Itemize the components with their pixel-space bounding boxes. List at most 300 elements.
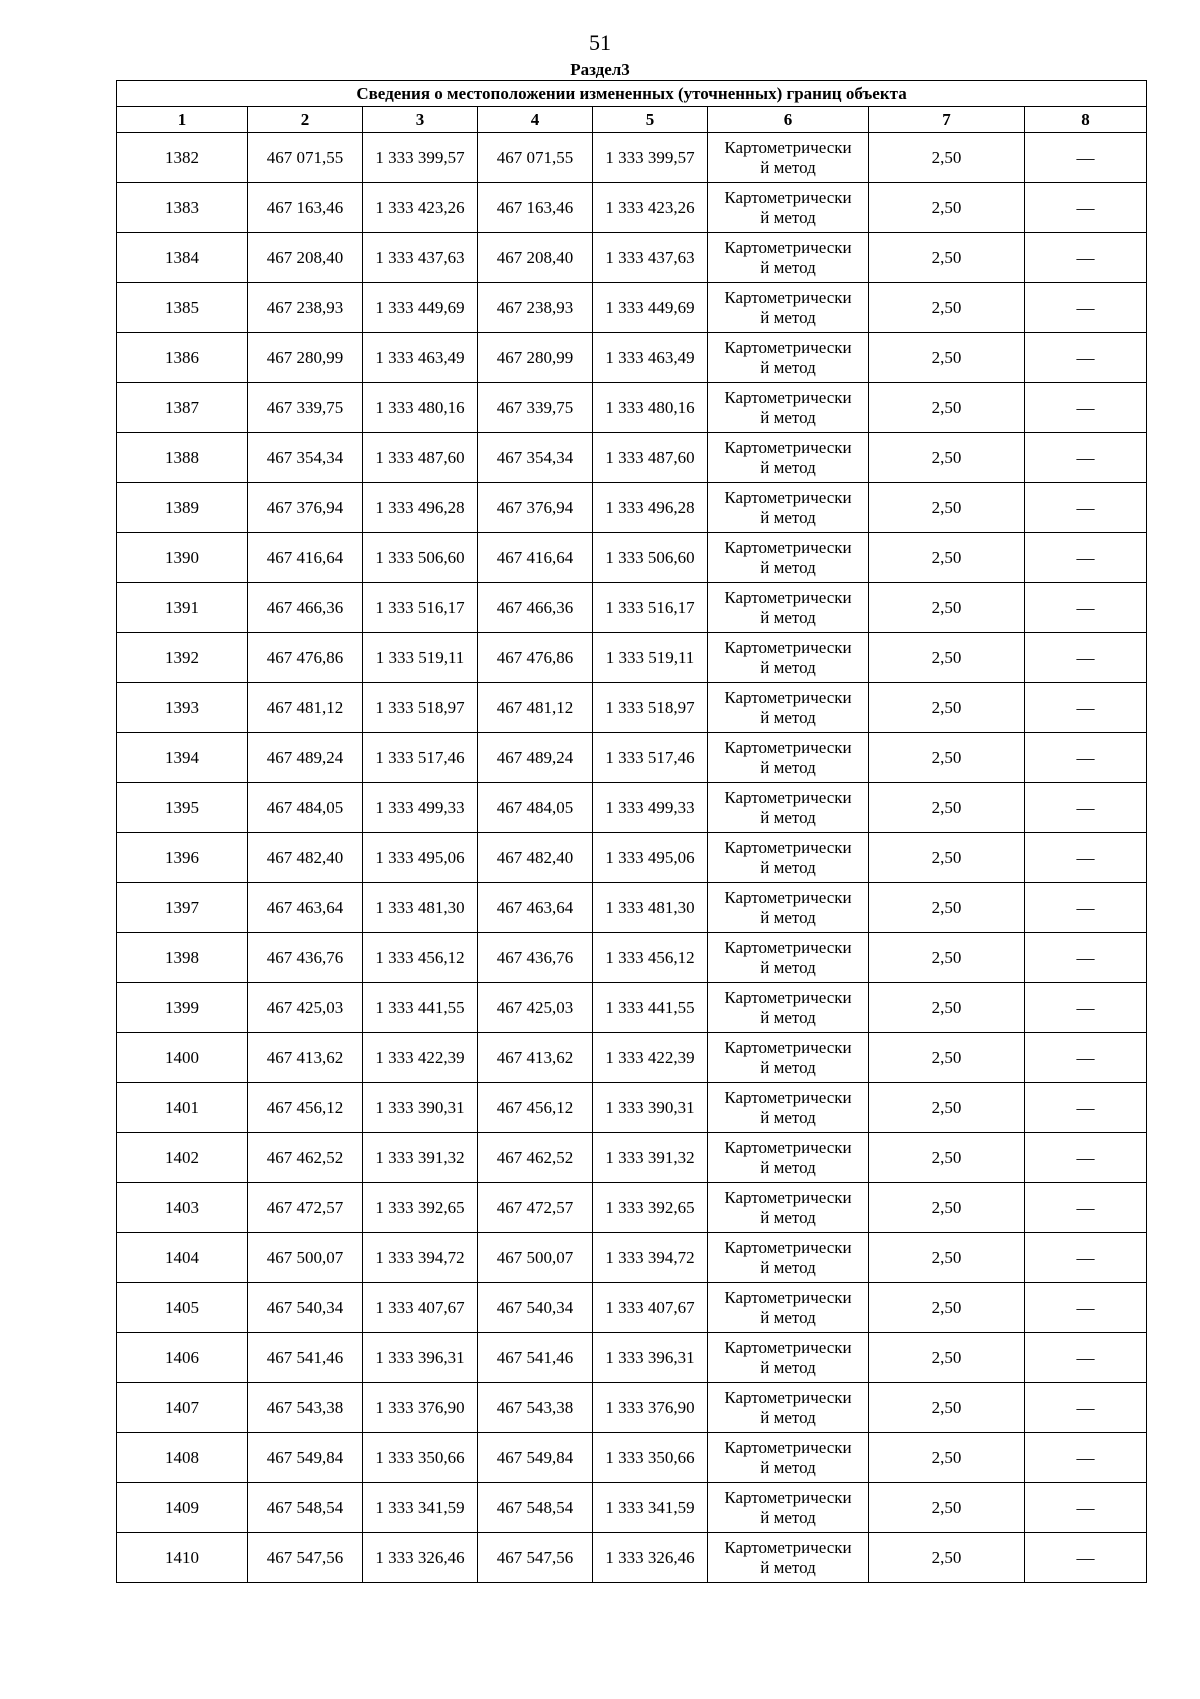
x-coordinate-existing-cell: 467 208,40 bbox=[248, 233, 363, 283]
accuracy-cell: 2,50 bbox=[869, 533, 1025, 583]
y-coordinate-refined-cell: 1 333 449,69 bbox=[593, 283, 708, 333]
x-coordinate-existing-cell: 467 481,12 bbox=[248, 683, 363, 733]
x-coordinate-refined-cell: 467 548,54 bbox=[478, 1483, 593, 1533]
y-coordinate-refined-cell: 1 333 480,16 bbox=[593, 383, 708, 433]
method-cell bbox=[708, 883, 869, 933]
method-line: й метод bbox=[760, 1307, 816, 1327]
point-number-cell: 1410 bbox=[117, 1533, 248, 1583]
point-number-cell: 1404 bbox=[117, 1233, 248, 1283]
accuracy-cell: 2,50 bbox=[869, 1133, 1025, 1183]
y-coordinate-refined-cell: 1 333 463,49 bbox=[593, 333, 708, 383]
accuracy-cell: 2,50 bbox=[869, 1233, 1025, 1283]
method-line: Картометрически bbox=[724, 537, 852, 557]
point-description-cell: — bbox=[1025, 1333, 1147, 1383]
method-cell bbox=[708, 1183, 869, 1233]
point-description-cell: — bbox=[1025, 933, 1147, 983]
accuracy-cell: 2,50 bbox=[869, 1533, 1025, 1583]
x-coordinate-existing-cell: 467 543,38 bbox=[248, 1383, 363, 1433]
x-coordinate-existing-cell: 467 466,36 bbox=[248, 583, 363, 633]
x-coordinate-existing-cell: 467 238,93 bbox=[248, 283, 363, 333]
y-coordinate-refined-cell: 1 333 407,67 bbox=[593, 1283, 708, 1333]
x-coordinate-refined-cell: 467 462,52 bbox=[478, 1133, 593, 1183]
x-coordinate-refined-cell: 467 425,03 bbox=[478, 983, 593, 1033]
y-coordinate-existing-cell: 1 333 399,57 bbox=[363, 133, 478, 183]
y-coordinate-refined-cell: 1 333 456,12 bbox=[593, 933, 708, 983]
method-cell bbox=[708, 633, 869, 683]
method-cell bbox=[708, 1083, 869, 1133]
point-description-cell: — bbox=[1025, 1283, 1147, 1333]
x-coordinate-existing-cell: 467 416,64 bbox=[248, 533, 363, 583]
y-coordinate-existing-cell: 1 333 392,65 bbox=[363, 1183, 478, 1233]
x-coordinate-existing-cell: 467 354,34 bbox=[248, 433, 363, 483]
y-coordinate-refined-cell: 1 333 399,57 bbox=[593, 133, 708, 183]
y-coordinate-refined-cell: 1 333 516,17 bbox=[593, 583, 708, 633]
x-coordinate-refined-cell: 467 436,76 bbox=[478, 933, 593, 983]
y-coordinate-refined-cell: 1 333 517,46 bbox=[593, 733, 708, 783]
method-line: й метод bbox=[760, 407, 816, 427]
x-coordinate-existing-cell: 467 500,07 bbox=[248, 1233, 363, 1283]
method-line: й метод bbox=[760, 457, 816, 477]
method-line: й метод bbox=[760, 507, 816, 527]
method-line: Картометрически bbox=[724, 587, 852, 607]
point-number-cell: 1400 bbox=[117, 1033, 248, 1083]
accuracy-cell: 2,50 bbox=[869, 583, 1025, 633]
method-cell bbox=[708, 1383, 869, 1433]
method-line: Картометрически bbox=[724, 837, 852, 857]
method-line: Картометрически bbox=[724, 1037, 852, 1057]
method-line: й метод bbox=[760, 1357, 816, 1377]
column-header: 8 bbox=[1025, 107, 1147, 133]
table-row bbox=[117, 183, 1147, 233]
x-coordinate-refined-cell: 467 071,55 bbox=[478, 133, 593, 183]
y-coordinate-existing-cell: 1 333 341,59 bbox=[363, 1483, 478, 1533]
y-coordinate-refined-cell: 1 333 496,28 bbox=[593, 483, 708, 533]
accuracy-cell: 2,50 bbox=[869, 483, 1025, 533]
method-line: й метод bbox=[760, 857, 816, 877]
y-coordinate-refined-cell: 1 333 506,60 bbox=[593, 533, 708, 583]
table-title: Сведения о местоположении измененных (уточненных) границ объекта bbox=[117, 81, 1147, 107]
y-coordinate-existing-cell: 1 333 499,33 bbox=[363, 783, 478, 833]
method-cell bbox=[708, 733, 869, 783]
point-description-cell: — bbox=[1025, 683, 1147, 733]
y-coordinate-existing-cell: 1 333 496,28 bbox=[363, 483, 478, 533]
method-line: Картометрически bbox=[724, 1537, 852, 1557]
point-number-cell: 1384 bbox=[117, 233, 248, 283]
accuracy-cell: 2,50 bbox=[869, 1383, 1025, 1433]
method-line: Картометрически bbox=[724, 737, 852, 757]
accuracy-cell: 2,50 bbox=[869, 133, 1025, 183]
point-description-cell: — bbox=[1025, 133, 1147, 183]
point-description-cell: — bbox=[1025, 1433, 1147, 1483]
point-description-cell: — bbox=[1025, 1133, 1147, 1183]
y-coordinate-existing-cell: 1 333 463,49 bbox=[363, 333, 478, 383]
x-coordinate-existing-cell: 467 547,56 bbox=[248, 1533, 363, 1583]
point-number-cell: 1401 bbox=[117, 1083, 248, 1133]
method-line: Картометрически bbox=[724, 437, 852, 457]
method-line: й метод bbox=[760, 657, 816, 677]
x-coordinate-existing-cell: 467 456,12 bbox=[248, 1083, 363, 1133]
x-coordinate-existing-cell: 467 339,75 bbox=[248, 383, 363, 433]
x-coordinate-existing-cell: 467 540,34 bbox=[248, 1283, 363, 1333]
method-line: Картометрически bbox=[724, 487, 852, 507]
point-number-cell: 1403 bbox=[117, 1183, 248, 1233]
point-number-cell: 1388 bbox=[117, 433, 248, 483]
point-number-cell: 1395 bbox=[117, 783, 248, 833]
accuracy-cell: 2,50 bbox=[869, 1033, 1025, 1083]
accuracy-cell: 2,50 bbox=[869, 883, 1025, 933]
point-description-cell: — bbox=[1025, 1533, 1147, 1583]
table-row bbox=[117, 783, 1147, 833]
point-description-cell: — bbox=[1025, 633, 1147, 683]
point-description-cell: — bbox=[1025, 883, 1147, 933]
point-number-cell: 1393 bbox=[117, 683, 248, 733]
table-row bbox=[117, 1433, 1147, 1483]
x-coordinate-existing-cell: 467 476,86 bbox=[248, 633, 363, 683]
method-cell bbox=[708, 1333, 869, 1383]
method-cell bbox=[708, 183, 869, 233]
method-cell bbox=[708, 533, 869, 583]
method-line: Картометрически bbox=[724, 1437, 852, 1457]
point-description-cell: — bbox=[1025, 383, 1147, 433]
point-number-cell: 1385 bbox=[117, 283, 248, 333]
point-number-cell: 1399 bbox=[117, 983, 248, 1033]
x-coordinate-existing-cell: 467 472,57 bbox=[248, 1183, 363, 1233]
y-coordinate-refined-cell: 1 333 481,30 bbox=[593, 883, 708, 933]
accuracy-cell: 2,50 bbox=[869, 1083, 1025, 1133]
method-line: Картометрически bbox=[724, 987, 852, 1007]
method-line: Картометрически bbox=[724, 1187, 852, 1207]
method-line: й метод bbox=[760, 307, 816, 327]
point-description-cell: — bbox=[1025, 783, 1147, 833]
accuracy-cell: 2,50 bbox=[869, 1283, 1025, 1333]
x-coordinate-refined-cell: 467 163,46 bbox=[478, 183, 593, 233]
x-coordinate-refined-cell: 467 238,93 bbox=[478, 283, 593, 333]
accuracy-cell: 2,50 bbox=[869, 933, 1025, 983]
y-coordinate-refined-cell: 1 333 495,06 bbox=[593, 833, 708, 883]
y-coordinate-refined-cell: 1 333 376,90 bbox=[593, 1383, 708, 1433]
x-coordinate-existing-cell: 467 436,76 bbox=[248, 933, 363, 983]
method-cell bbox=[708, 783, 869, 833]
method-line: Картометрически bbox=[724, 887, 852, 907]
point-description-cell: — bbox=[1025, 233, 1147, 283]
method-line: й метод bbox=[760, 807, 816, 827]
point-description-cell: — bbox=[1025, 1183, 1147, 1233]
point-number-cell: 1387 bbox=[117, 383, 248, 433]
method-line: Картометрически bbox=[724, 637, 852, 657]
table-row bbox=[117, 333, 1147, 383]
method-cell bbox=[708, 1483, 869, 1533]
table-row bbox=[117, 1033, 1147, 1083]
method-cell bbox=[708, 383, 869, 433]
point-number-cell: 1409 bbox=[117, 1483, 248, 1533]
method-line: й метод bbox=[760, 557, 816, 577]
point-number-cell: 1396 bbox=[117, 833, 248, 883]
point-description-cell: — bbox=[1025, 183, 1147, 233]
y-coordinate-refined-cell: 1 333 391,32 bbox=[593, 1133, 708, 1183]
table-row bbox=[117, 683, 1147, 733]
x-coordinate-refined-cell: 467 541,46 bbox=[478, 1333, 593, 1383]
x-coordinate-existing-cell: 467 489,24 bbox=[248, 733, 363, 783]
y-coordinate-existing-cell: 1 333 495,06 bbox=[363, 833, 478, 883]
point-description-cell: — bbox=[1025, 1383, 1147, 1433]
y-coordinate-existing-cell: 1 333 517,46 bbox=[363, 733, 478, 783]
method-line: Картометрически bbox=[724, 1287, 852, 1307]
x-coordinate-refined-cell: 467 463,64 bbox=[478, 883, 593, 933]
method-line: й метод bbox=[760, 1057, 816, 1077]
accuracy-cell: 2,50 bbox=[869, 733, 1025, 783]
y-coordinate-existing-cell: 1 333 480,16 bbox=[363, 383, 478, 433]
x-coordinate-refined-cell: 467 484,05 bbox=[478, 783, 593, 833]
method-line: Картометрически bbox=[724, 1087, 852, 1107]
method-line: Картометрически bbox=[724, 237, 852, 257]
x-coordinate-refined-cell: 467 208,40 bbox=[478, 233, 593, 283]
accuracy-cell: 2,50 bbox=[869, 833, 1025, 883]
y-coordinate-existing-cell: 1 333 422,39 bbox=[363, 1033, 478, 1083]
x-coordinate-existing-cell: 467 484,05 bbox=[248, 783, 363, 833]
x-coordinate-existing-cell: 467 548,54 bbox=[248, 1483, 363, 1533]
x-coordinate-refined-cell: 467 472,57 bbox=[478, 1183, 593, 1233]
point-number-cell: 1398 bbox=[117, 933, 248, 983]
table-row bbox=[117, 283, 1147, 333]
y-coordinate-refined-cell: 1 333 437,63 bbox=[593, 233, 708, 283]
method-cell bbox=[708, 233, 869, 283]
point-description-cell: — bbox=[1025, 283, 1147, 333]
x-coordinate-refined-cell: 467 476,86 bbox=[478, 633, 593, 683]
x-coordinate-refined-cell: 467 549,84 bbox=[478, 1433, 593, 1483]
point-number-cell: 1391 bbox=[117, 583, 248, 633]
point-number-cell: 1386 bbox=[117, 333, 248, 383]
coordinates-table bbox=[116, 80, 1147, 1583]
table-row bbox=[117, 1283, 1147, 1333]
accuracy-cell: 2,50 bbox=[869, 183, 1025, 233]
point-description-cell: — bbox=[1025, 1083, 1147, 1133]
y-coordinate-existing-cell: 1 333 487,60 bbox=[363, 433, 478, 483]
x-coordinate-refined-cell: 467 413,62 bbox=[478, 1033, 593, 1083]
accuracy-cell: 2,50 bbox=[869, 1483, 1025, 1533]
y-coordinate-refined-cell: 1 333 499,33 bbox=[593, 783, 708, 833]
table-row bbox=[117, 1383, 1147, 1433]
y-coordinate-refined-cell: 1 333 441,55 bbox=[593, 983, 708, 1033]
method-cell bbox=[708, 933, 869, 983]
point-number-cell: 1407 bbox=[117, 1383, 248, 1433]
table-row bbox=[117, 1083, 1147, 1133]
y-coordinate-refined-cell: 1 333 326,46 bbox=[593, 1533, 708, 1583]
method-line: й метод bbox=[760, 1407, 816, 1427]
table-row bbox=[117, 883, 1147, 933]
method-line: й метод bbox=[760, 1457, 816, 1477]
method-cell bbox=[708, 583, 869, 633]
table-row bbox=[117, 933, 1147, 983]
y-coordinate-existing-cell: 1 333 449,69 bbox=[363, 283, 478, 333]
method-cell bbox=[708, 1283, 869, 1333]
table-row bbox=[117, 1483, 1147, 1533]
table-row bbox=[117, 233, 1147, 283]
point-description-cell: — bbox=[1025, 1233, 1147, 1283]
page-number: 51 bbox=[589, 30, 611, 55]
method-line: Картометрически bbox=[724, 187, 852, 207]
method-line: Картометрически bbox=[724, 1487, 852, 1507]
method-line: й метод bbox=[760, 1157, 816, 1177]
method-line: Картометрически bbox=[724, 1337, 852, 1357]
method-line: й метод bbox=[760, 707, 816, 727]
point-number-cell: 1402 bbox=[117, 1133, 248, 1183]
y-coordinate-refined-cell: 1 333 487,60 bbox=[593, 433, 708, 483]
table-row bbox=[117, 483, 1147, 533]
method-cell bbox=[708, 133, 869, 183]
y-coordinate-existing-cell: 1 333 437,63 bbox=[363, 233, 478, 283]
point-number-cell: 1389 bbox=[117, 483, 248, 533]
column-header: 3 bbox=[363, 107, 478, 133]
y-coordinate-refined-cell: 1 333 341,59 bbox=[593, 1483, 708, 1533]
method-line: Картометрически bbox=[724, 387, 852, 407]
point-description-cell: — bbox=[1025, 533, 1147, 583]
point-description-cell: — bbox=[1025, 1483, 1147, 1533]
x-coordinate-refined-cell: 467 540,34 bbox=[478, 1283, 593, 1333]
x-coordinate-existing-cell: 467 482,40 bbox=[248, 833, 363, 883]
table-row bbox=[117, 383, 1147, 433]
method-line: Картометрически bbox=[724, 687, 852, 707]
accuracy-cell: 2,50 bbox=[869, 333, 1025, 383]
point-number-cell: 1382 bbox=[117, 133, 248, 183]
y-coordinate-existing-cell: 1 333 506,60 bbox=[363, 533, 478, 583]
method-line: Картометрически bbox=[724, 787, 852, 807]
y-coordinate-refined-cell: 1 333 518,97 bbox=[593, 683, 708, 733]
method-cell bbox=[708, 333, 869, 383]
method-cell bbox=[708, 283, 869, 333]
y-coordinate-refined-cell: 1 333 423,26 bbox=[593, 183, 708, 233]
table-row bbox=[117, 133, 1147, 183]
y-coordinate-existing-cell: 1 333 519,11 bbox=[363, 633, 478, 683]
table-row bbox=[117, 533, 1147, 583]
y-coordinate-refined-cell: 1 333 422,39 bbox=[593, 1033, 708, 1083]
accuracy-cell: 2,50 bbox=[869, 683, 1025, 733]
table-row bbox=[117, 1233, 1147, 1283]
method-cell bbox=[708, 433, 869, 483]
point-number-cell: 1383 bbox=[117, 183, 248, 233]
method-line: й метод bbox=[760, 907, 816, 927]
y-coordinate-refined-cell: 1 333 390,31 bbox=[593, 1083, 708, 1133]
x-coordinate-refined-cell: 467 354,34 bbox=[478, 433, 593, 483]
accuracy-cell: 2,50 bbox=[869, 783, 1025, 833]
x-coordinate-existing-cell: 467 163,46 bbox=[248, 183, 363, 233]
point-description-cell: — bbox=[1025, 1033, 1147, 1083]
method-line: й метод bbox=[760, 1507, 816, 1527]
x-coordinate-refined-cell: 467 482,40 bbox=[478, 833, 593, 883]
y-coordinate-existing-cell: 1 333 394,72 bbox=[363, 1233, 478, 1283]
x-coordinate-existing-cell: 467 541,46 bbox=[248, 1333, 363, 1383]
table-row bbox=[117, 1133, 1147, 1183]
method-cell bbox=[708, 1233, 869, 1283]
x-coordinate-refined-cell: 467 500,07 bbox=[478, 1233, 593, 1283]
method-line: Картометрически bbox=[724, 1137, 852, 1157]
y-coordinate-existing-cell: 1 333 396,31 bbox=[363, 1333, 478, 1383]
x-coordinate-refined-cell: 467 481,12 bbox=[478, 683, 593, 733]
y-coordinate-existing-cell: 1 333 423,26 bbox=[363, 183, 478, 233]
y-coordinate-refined-cell: 1 333 394,72 bbox=[593, 1233, 708, 1283]
table-row bbox=[117, 733, 1147, 783]
point-description-cell: — bbox=[1025, 483, 1147, 533]
x-coordinate-existing-cell: 467 425,03 bbox=[248, 983, 363, 1033]
method-line: Картометрически bbox=[724, 287, 852, 307]
point-description-cell: — bbox=[1025, 583, 1147, 633]
method-cell bbox=[708, 1533, 869, 1583]
point-number-cell: 1392 bbox=[117, 633, 248, 683]
x-coordinate-refined-cell: 467 376,94 bbox=[478, 483, 593, 533]
accuracy-cell: 2,50 bbox=[869, 983, 1025, 1033]
method-line: Картометрически bbox=[724, 1387, 852, 1407]
method-line: Картометрически bbox=[724, 1237, 852, 1257]
point-number-cell: 1397 bbox=[117, 883, 248, 933]
method-line: й метод bbox=[760, 957, 816, 977]
y-coordinate-existing-cell: 1 333 390,31 bbox=[363, 1083, 478, 1133]
method-line: й метод bbox=[760, 357, 816, 377]
method-line: й метод bbox=[760, 157, 816, 177]
point-number-cell: 1390 bbox=[117, 533, 248, 583]
y-coordinate-existing-cell: 1 333 407,67 bbox=[363, 1283, 478, 1333]
method-line: й метод bbox=[760, 1207, 816, 1227]
x-coordinate-refined-cell: 467 543,38 bbox=[478, 1383, 593, 1433]
y-coordinate-existing-cell: 1 333 376,90 bbox=[363, 1383, 478, 1433]
table-row bbox=[117, 633, 1147, 683]
x-coordinate-existing-cell: 467 462,52 bbox=[248, 1133, 363, 1183]
y-coordinate-existing-cell: 1 333 441,55 bbox=[363, 983, 478, 1033]
section-label: Раздел3 bbox=[570, 60, 630, 79]
method-line: Картометрически bbox=[724, 937, 852, 957]
accuracy-cell: 2,50 bbox=[869, 1433, 1025, 1483]
x-coordinate-refined-cell: 467 339,75 bbox=[478, 383, 593, 433]
column-header-row bbox=[117, 107, 1147, 133]
x-coordinate-refined-cell: 467 466,36 bbox=[478, 583, 593, 633]
point-number-cell: 1405 bbox=[117, 1283, 248, 1333]
table-row bbox=[117, 833, 1147, 883]
y-coordinate-refined-cell: 1 333 350,66 bbox=[593, 1433, 708, 1483]
table-row bbox=[117, 433, 1147, 483]
method-cell bbox=[708, 833, 869, 883]
method-line: й метод bbox=[760, 757, 816, 777]
x-coordinate-existing-cell: 467 071,55 bbox=[248, 133, 363, 183]
y-coordinate-existing-cell: 1 333 518,97 bbox=[363, 683, 478, 733]
accuracy-cell: 2,50 bbox=[869, 433, 1025, 483]
accuracy-cell: 2,50 bbox=[869, 383, 1025, 433]
table-row bbox=[117, 1183, 1147, 1233]
y-coordinate-refined-cell: 1 333 392,65 bbox=[593, 1183, 708, 1233]
y-coordinate-existing-cell: 1 333 516,17 bbox=[363, 583, 478, 633]
x-coordinate-refined-cell: 467 280,99 bbox=[478, 333, 593, 383]
x-coordinate-refined-cell: 467 416,64 bbox=[478, 533, 593, 583]
column-header: 6 bbox=[708, 107, 869, 133]
x-coordinate-existing-cell: 467 376,94 bbox=[248, 483, 363, 533]
x-coordinate-refined-cell: 467 456,12 bbox=[478, 1083, 593, 1133]
column-header: 2 bbox=[248, 107, 363, 133]
point-description-cell: — bbox=[1025, 433, 1147, 483]
method-line: й метод bbox=[760, 607, 816, 627]
point-number-cell: 1394 bbox=[117, 733, 248, 783]
method-cell bbox=[708, 1433, 869, 1483]
method-line: Картометрически bbox=[724, 137, 852, 157]
method-cell bbox=[708, 483, 869, 533]
method-line: й метод bbox=[760, 1007, 816, 1027]
method-cell bbox=[708, 983, 869, 1033]
table-row bbox=[117, 583, 1147, 633]
table-body bbox=[117, 133, 1147, 1583]
table-row bbox=[117, 983, 1147, 1033]
table-row bbox=[117, 1533, 1147, 1583]
y-coordinate-refined-cell: 1 333 519,11 bbox=[593, 633, 708, 683]
point-number-cell: 1406 bbox=[117, 1333, 248, 1383]
accuracy-cell: 2,50 bbox=[869, 1333, 1025, 1383]
x-coordinate-existing-cell: 467 280,99 bbox=[248, 333, 363, 383]
column-header: 4 bbox=[478, 107, 593, 133]
